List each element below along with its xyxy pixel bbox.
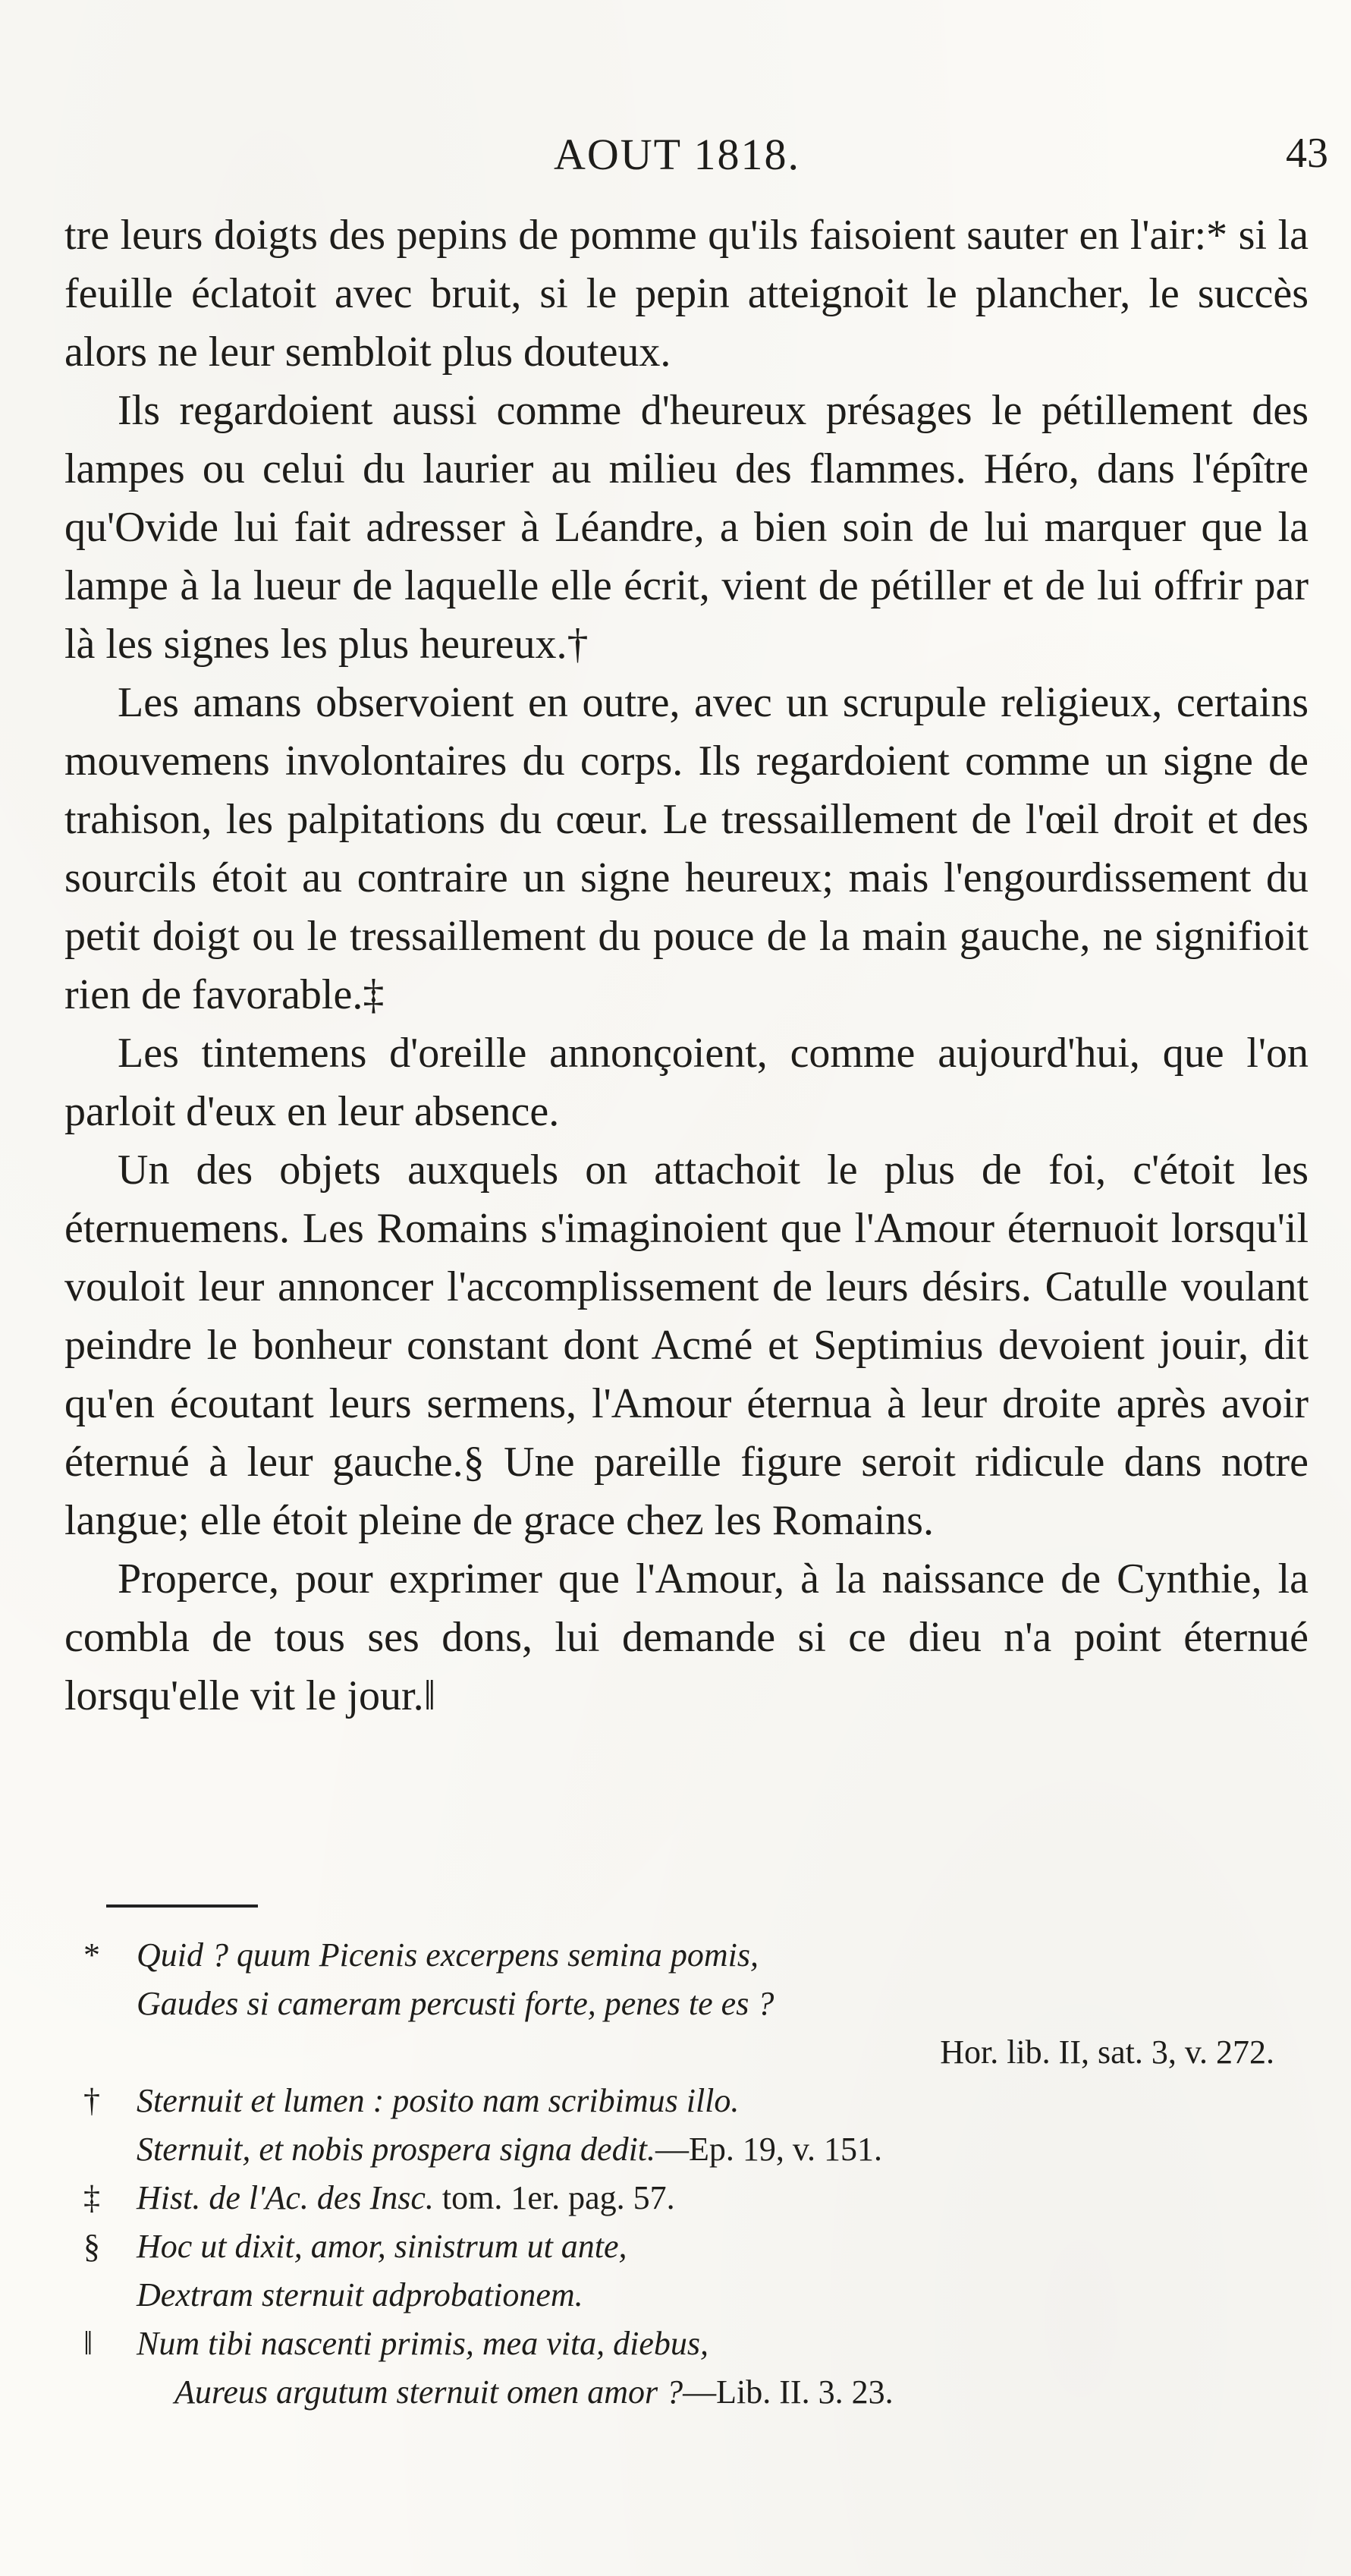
footnote-4 bbox=[83, 2222, 1297, 2320]
footnote-5-mark: ‖ bbox=[83, 2325, 93, 2362]
paragraph-3: Les amans observoient en outre, avec un scrupule religieux, certains mouvemens involontaires du corps. Ils regardoient comme un signe de trahison, les palpitations du cœur. Le tressaillement de l'œil droit et des sourcils étoit au contraire un signe heureux; mais l'engourdissement du petit doigt ou le tressaillement du pouce de la main gauche, ne signifioit rien de favorable.‡ bbox=[64, 679, 1309, 1018]
footnote-1-mark: * bbox=[83, 1936, 100, 1974]
paragraph-6: Properce, pour exprimer que l'Amour, à la naissance de Cynthie, la combla de tous ses dons, lui demande si ce dieu n'a point éternué lorsqu'elle vit le jour.‖ bbox=[64, 1555, 1309, 1719]
page-number: 43 bbox=[1286, 130, 1328, 177]
page-header bbox=[0, 129, 1351, 190]
footnote-3 bbox=[83, 2174, 1297, 2222]
footnote-5-source: —Lib. II. 3. 23. bbox=[683, 2373, 894, 2411]
running-title: AOUT 1818. bbox=[554, 130, 801, 179]
footnote-2-verse: Sternuit, et nobis prospera signa dedit. bbox=[137, 2131, 656, 2168]
footnote-2-line-2 bbox=[137, 2125, 1297, 2174]
footnote-3-line-1 bbox=[137, 2174, 1297, 2222]
footnote-4-mark: § bbox=[83, 2228, 100, 2265]
footnote-2-mark: † bbox=[83, 2082, 100, 2119]
footnote-3-mark: ‡ bbox=[83, 2179, 100, 2216]
footnote-4-line-2: Dextram sternuit adprobationem. bbox=[137, 2276, 583, 2313]
footnote-5-line-1: Num tibi nascenti primis, mea vita, diebus, bbox=[137, 2325, 709, 2362]
footnote-3-title: Hist. de l'Ac. des Insc. bbox=[137, 2179, 434, 2216]
footnote-2-source: —Ep. 19, v. 151. bbox=[655, 2131, 883, 2168]
footnote-5-line-2 bbox=[137, 2368, 1297, 2417]
footnote-2-line-1: Sternuit et lumen : posito nam scribimus illo. bbox=[137, 2082, 740, 2119]
footnote-1-source: Hor. lib. II, sat. 3, v. 272. bbox=[940, 2033, 1274, 2071]
main-text bbox=[64, 206, 1309, 1725]
footnote-1 bbox=[83, 1931, 1297, 2077]
footnotes bbox=[83, 1931, 1297, 2417]
paragraph-1: tre leurs doigts des pepins de pomme qu'ils faisoient sauter en l'air:* si la feuille éclatoit avec bruit, si le pepin atteignoit le plancher, le succès alors ne leur sembloit plus douteux. bbox=[64, 212, 1309, 376]
paragraph-4: Les tintemens d'oreille annonçoient, comme aujourd'hui, que l'on parloit d'eux en leur absence. bbox=[64, 1030, 1309, 1135]
footnote-2 bbox=[83, 2077, 1297, 2174]
footnote-4-line-1: Hoc ut dixit, amor, sinistrum ut ante, bbox=[137, 2228, 627, 2265]
footnote-3-reference: tom. 1er. pag. 57. bbox=[433, 2179, 675, 2216]
paragraph-5: Un des objets auxquels on attachoit le plus de foi, c'étoit les éternuemens. Les Romains s'imaginoient que l'Amour éternuoit lorsqu'il vouloit leur annoncer l'accomplissement de leurs désirs. Catulle voulant peindre le bonheur constant dont Acmé et Septimius devoient jouir, dit qu'en écoutant leurs sermens, l'Amour éternua à leur droite après avoir éternué à leur gauche.§ Une pareille figure seroit ridicule dans notre langue; elle étoit pleine de grace chez les Romains. bbox=[64, 1146, 1309, 1544]
footnote-5-verse: Aureus argutum sternuit omen amor ? bbox=[174, 2373, 683, 2411]
footnote-separator bbox=[106, 1904, 258, 1908]
footnote-5 bbox=[83, 2320, 1297, 2417]
footnote-1-line-1: Quid ? quum Picenis excerpens semina pomis, bbox=[137, 1936, 759, 1974]
paragraph-2: Ils regardoient aussi comme d'heureux présages le pétillement des lampes ou celui du laurier au milieu des flammes. Héro, dans l'épître qu'Ovide lui fait adresser à Léandre, a bien soin de lui marquer que la lampe à la lueur de laquelle elle écrit, vient de pétiller et de lui offrir par là les signes les plus heureux.† bbox=[64, 387, 1309, 668]
footnote-1-line-2: Gaudes si cameram percusti forte, penes te es ? bbox=[137, 1985, 774, 2022]
